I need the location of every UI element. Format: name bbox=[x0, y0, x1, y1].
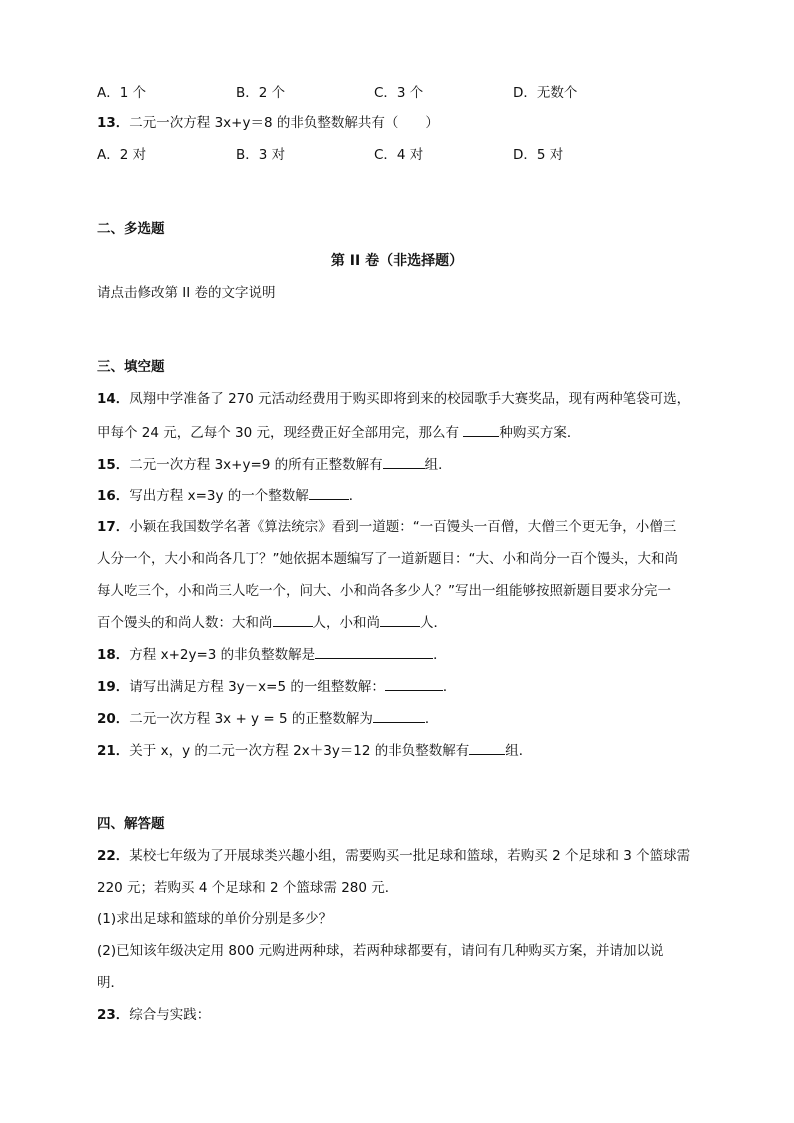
q17-text-4a: 百个馒头的和尚人数：大和尚 bbox=[97, 615, 273, 631]
q13-number: 13． bbox=[97, 115, 130, 131]
q17-number: 17． bbox=[97, 519, 130, 535]
q13-stem bbox=[97, 114, 704, 132]
section-heading-solutions: 四、解答题 bbox=[97, 816, 165, 832]
part2-note[interactable]: 请点击修改第 II 卷的文字说明 bbox=[97, 285, 276, 301]
q21-stem bbox=[97, 741, 704, 760]
q17-line-4 bbox=[97, 613, 704, 632]
q14-number: 14． bbox=[97, 391, 130, 407]
q22-line-2: 220 元；若购买 4 个足球和 2 个篮球需 280 元． bbox=[97, 880, 399, 896]
q20-text-end: ． bbox=[424, 711, 439, 727]
q14-line-1 bbox=[97, 390, 704, 408]
q15-number: 15． bbox=[97, 457, 130, 473]
q18-number: 18． bbox=[97, 647, 130, 663]
q19-number: 19． bbox=[97, 679, 130, 695]
q17-line-2: 人分一个，大小和尚各几丁？”她依据本题编写了一道新题目：“大、小和尚分一百个馒头，大和尚 bbox=[97, 551, 678, 567]
q22-text-1: 某校七年级为了开展球类兴趣小组，需要购买一批足球和篮球，若购买 2 个足球和 3 个篮球需 bbox=[129, 848, 691, 864]
q16-answer-blank[interactable] bbox=[309, 486, 349, 500]
q12-option-a: A．1 个 bbox=[97, 85, 147, 101]
q14-answer-blank[interactable] bbox=[463, 423, 499, 437]
q16-number: 16． bbox=[97, 488, 130, 504]
q13-option-d: D．5 对 bbox=[513, 147, 564, 163]
q12-options bbox=[97, 84, 697, 102]
q15-answer-blank[interactable] bbox=[383, 455, 425, 469]
q17-line-1 bbox=[97, 518, 704, 536]
q14-line-2 bbox=[97, 423, 704, 442]
q19-answer-blank[interactable] bbox=[385, 677, 443, 691]
q19-text: 请写出满足方程 3y－x=5 的一组整数解： bbox=[129, 679, 385, 695]
q20-answer-blank[interactable] bbox=[373, 709, 425, 723]
q18-text-end: ． bbox=[433, 647, 447, 663]
q13-option-a: A．2 对 bbox=[97, 147, 147, 163]
q22-subquestion-2: (2)已知该年级决定用 800 元购进两种球，若两种球都要有，请问有几种购买方案，并请加以说 bbox=[97, 943, 664, 959]
q20-text: 二元一次方程 3x + y = 5 的正整数解为 bbox=[129, 711, 373, 727]
section-heading-multi-choice: 二、多选题 bbox=[97, 221, 165, 237]
q17-text-4c: 人． bbox=[420, 615, 447, 631]
q12-option-d: D．无数个 bbox=[513, 85, 578, 101]
q13-text: 二元一次方程 3x+y＝8 的非负整数解共有（ ） bbox=[129, 115, 439, 131]
q15-text-end: 组． bbox=[424, 457, 452, 473]
q17-line-3: 每人吃三个，小和尚三人吃一个，问大、小和尚各多少人？”写出一组能够按照新题目要求分完一 bbox=[97, 583, 671, 599]
q13-option-c: C．4 对 bbox=[374, 147, 424, 163]
q17-answer-blank-small-monks[interactable] bbox=[380, 613, 420, 627]
q14-text-2a: 甲每个 24 元，乙每个 30 元，现经费正好全部用完，那么有 bbox=[97, 425, 460, 441]
q14-text-2b: 种购买方案． bbox=[499, 425, 581, 441]
q22-subquestion-1: (1)求出足球和篮球的单价分别是多少？ bbox=[97, 911, 333, 927]
q13-option-b: B．3 对 bbox=[236, 147, 286, 163]
q22-line-1 bbox=[97, 847, 704, 865]
q22-number: 22． bbox=[97, 848, 130, 864]
q21-text-end: 组． bbox=[505, 743, 533, 759]
q23-number: 23． bbox=[97, 1007, 130, 1023]
q23-stem bbox=[97, 1006, 704, 1024]
section-heading-fill-in: 三、填空题 bbox=[97, 359, 165, 375]
q17-answer-blank-big-monks[interactable] bbox=[273, 613, 313, 627]
q18-stem bbox=[97, 645, 704, 664]
q15-text: 二元一次方程 3x+y=9 的所有正整数解有 bbox=[129, 457, 383, 473]
q12-option-c: C．3 个 bbox=[374, 85, 424, 101]
q21-answer-blank[interactable] bbox=[469, 741, 505, 755]
q19-text-end: ． bbox=[442, 679, 457, 695]
q18-answer-blank[interactable] bbox=[315, 645, 433, 659]
q20-stem bbox=[97, 709, 704, 728]
q22-subquestion-2-cont: 明． bbox=[97, 975, 124, 991]
q18-text: 方程 x+2y=3 的非负整数解是 bbox=[129, 647, 316, 663]
q17-text-4b: 人，小和尚 bbox=[312, 615, 380, 631]
part2-title: 第 II 卷（非选择题） bbox=[330, 253, 464, 269]
q15-stem bbox=[97, 455, 704, 474]
q16-text: 写出方程 x=3y 的一个整数解 bbox=[129, 488, 309, 504]
q13-options bbox=[97, 146, 697, 164]
q21-number: 21． bbox=[97, 743, 130, 759]
q16-stem bbox=[97, 486, 704, 505]
q17-text-1: 小颖在我国数学名著《算法统宗》看到一道题：“一百馒头一百僧，大僧三个更无争，小僧三 bbox=[129, 519, 677, 535]
q12-option-b: B．2 个 bbox=[236, 85, 286, 101]
q16-text-end: ． bbox=[348, 488, 363, 504]
q19-stem bbox=[97, 677, 704, 696]
q14-text-1: 凤翔中学准备了 270 元活动经费用于购买即将到来的校园歌手大赛奖品，现有两种笔袋可选， bbox=[129, 391, 691, 407]
q23-text: 综合与实践： bbox=[129, 1007, 211, 1023]
q20-number: 20． bbox=[97, 711, 130, 727]
q21-text: 关于 x，y 的二元一次方程 2x＋3y＝12 的非负整数解有 bbox=[129, 743, 470, 759]
